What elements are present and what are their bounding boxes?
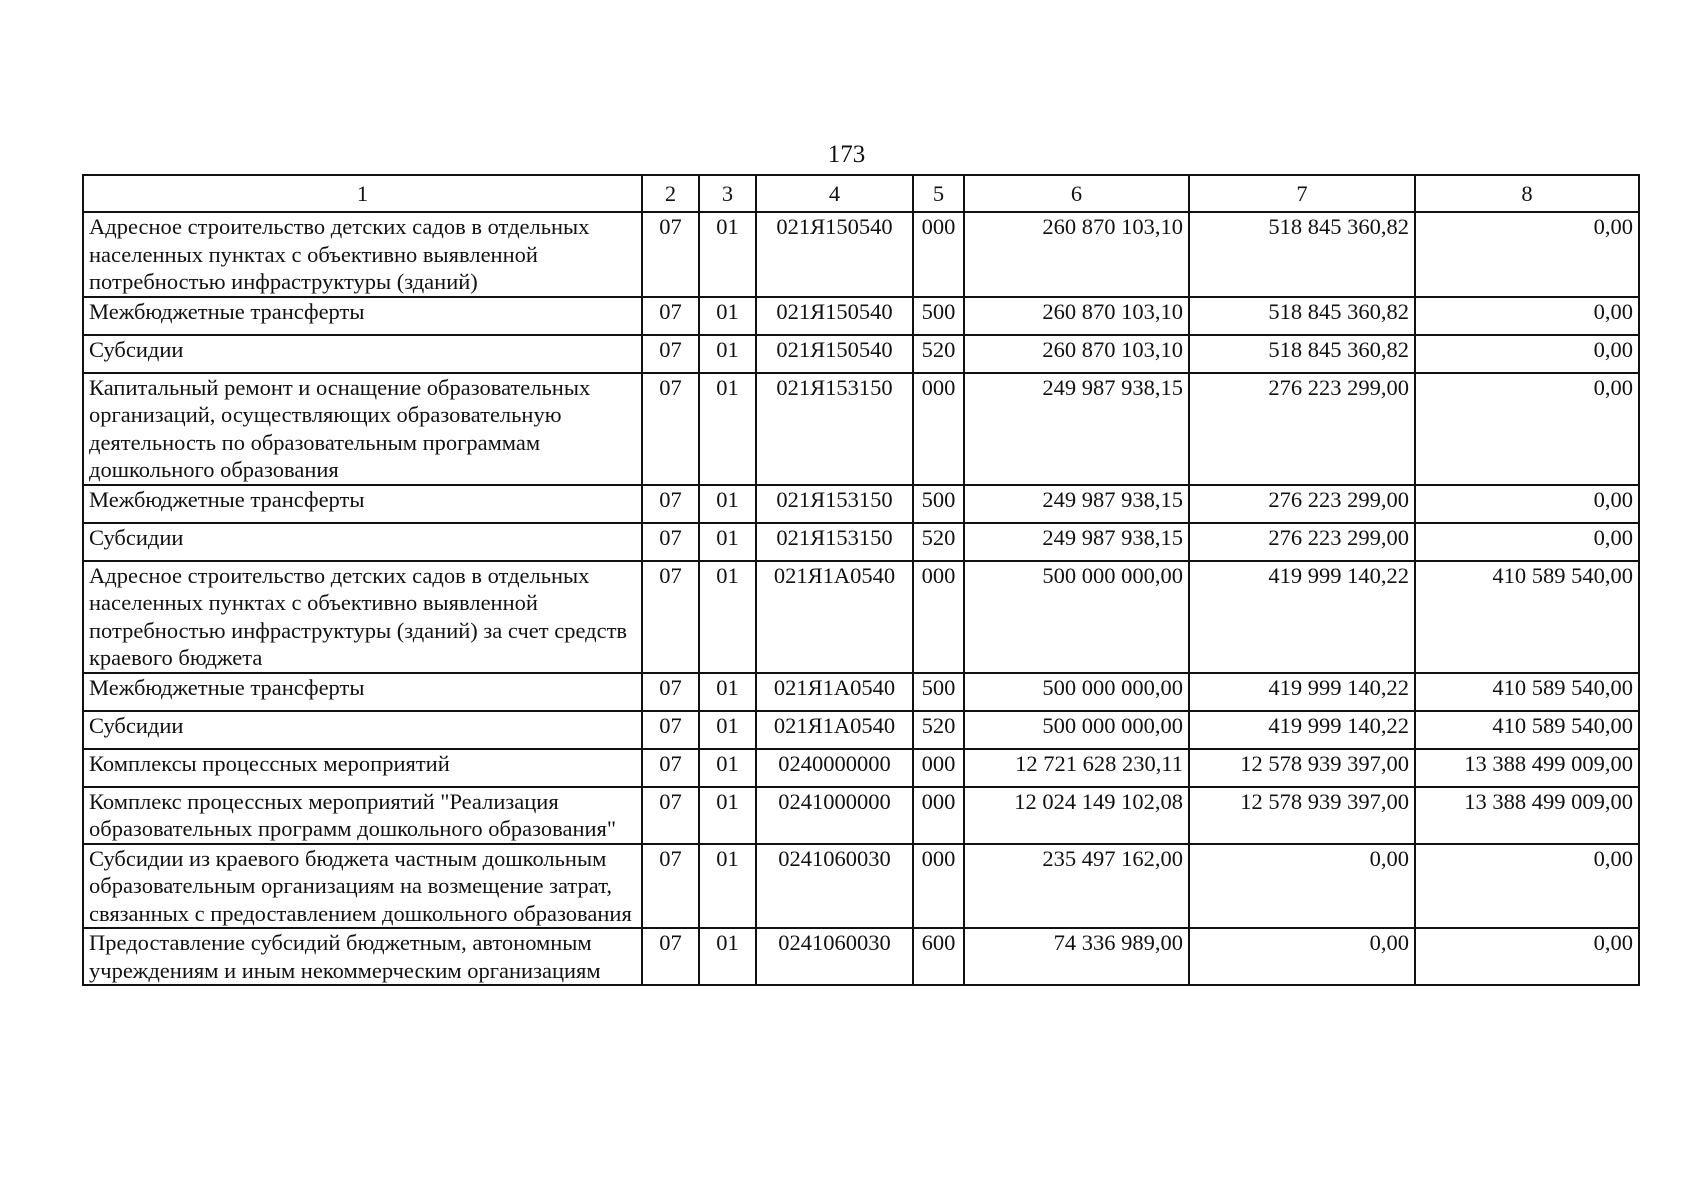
row-name: Межбюджетные трансферты: [83, 485, 642, 523]
section-code: 07: [642, 297, 699, 335]
expense-type-code: 000: [913, 212, 964, 297]
row-name: Межбюджетные трансферты: [83, 297, 642, 335]
amount-col8: 0,00: [1415, 373, 1639, 485]
table-row: [83, 928, 1639, 985]
target-article-code: 0241060030: [756, 928, 913, 985]
column-header: 1: [83, 175, 642, 212]
amount-col6: 500 000 000,00: [964, 711, 1189, 749]
subsection-code: 01: [699, 844, 756, 929]
column-header: 8: [1415, 175, 1639, 212]
target-article-code: 021Я1А0540: [756, 711, 913, 749]
table-row: [83, 212, 1639, 297]
amount-col8: 410 589 540,00: [1415, 711, 1639, 749]
amount-col6: 12 024 149 102,08: [964, 787, 1189, 844]
amount-col7: 0,00: [1189, 844, 1415, 929]
expense-type-code: 600: [913, 928, 964, 985]
expense-type-code: 000: [913, 844, 964, 929]
amount-col6: 260 870 103,10: [964, 335, 1189, 373]
subsection-code: 01: [699, 749, 756, 787]
section-code: 07: [642, 335, 699, 373]
table-row: [83, 373, 1639, 485]
amount-col7: 518 845 360,82: [1189, 212, 1415, 297]
column-header: 5: [913, 175, 964, 212]
amount-col8: 0,00: [1415, 297, 1639, 335]
amount-col6: 74 336 989,00: [964, 928, 1189, 985]
amount-col8: 0,00: [1415, 485, 1639, 523]
table-row: [83, 673, 1639, 711]
section-code: 07: [642, 787, 699, 844]
amount-col6: 235 497 162,00: [964, 844, 1189, 929]
column-header: 6: [964, 175, 1189, 212]
section-code: 07: [642, 485, 699, 523]
row-name: Адресное строительство детских садов в отдельных населенных пунктах с объективно выявленной потребностью инфраструктуры (зданий) за счет средств краевого бюджета: [83, 561, 642, 673]
target-article-code: 021Я153150: [756, 485, 913, 523]
amount-col8: 0,00: [1415, 212, 1639, 297]
amount-col7: 276 223 299,00: [1189, 373, 1415, 485]
amount-col8: 0,00: [1415, 335, 1639, 373]
section-code: 07: [642, 749, 699, 787]
target-article-code: 021Я153150: [756, 523, 913, 561]
amount-col7: 518 845 360,82: [1189, 335, 1415, 373]
section-code: 07: [642, 711, 699, 749]
subsection-code: 01: [699, 561, 756, 673]
target-article-code: 0240000000: [756, 749, 913, 787]
amount-col8: 410 589 540,00: [1415, 673, 1639, 711]
table-row: [83, 523, 1639, 561]
subsection-code: 01: [699, 523, 756, 561]
amount-col7: 419 999 140,22: [1189, 711, 1415, 749]
column-header: 7: [1189, 175, 1415, 212]
table-row: [83, 787, 1639, 844]
expense-type-code: 520: [913, 711, 964, 749]
expense-type-code: 500: [913, 673, 964, 711]
column-header: 2: [642, 175, 699, 212]
budget-table: [82, 174, 1640, 986]
section-code: 07: [642, 523, 699, 561]
section-code: 07: [642, 673, 699, 711]
expense-type-code: 000: [913, 749, 964, 787]
target-article-code: 0241000000: [756, 787, 913, 844]
table-row: [83, 749, 1639, 787]
amount-col7: 276 223 299,00: [1189, 523, 1415, 561]
table-row: [83, 485, 1639, 523]
row-name: Адресное строительство детских садов в отдельных населенных пунктах с объективно выявленной потребностью инфраструктуры (зданий): [83, 212, 642, 297]
table-row: [83, 844, 1639, 929]
expense-type-code: 520: [913, 523, 964, 561]
amount-col6: 260 870 103,10: [964, 212, 1189, 297]
amount-col6: 12 721 628 230,11: [964, 749, 1189, 787]
amount-col6: 500 000 000,00: [964, 673, 1189, 711]
table-row: [83, 711, 1639, 749]
row-name: Комплекс процессных мероприятий "Реализация образовательных программ дошкольного образования": [83, 787, 642, 844]
expense-type-code: 500: [913, 485, 964, 523]
target-article-code: 021Я153150: [756, 373, 913, 485]
subsection-code: 01: [699, 485, 756, 523]
subsection-code: 01: [699, 373, 756, 485]
amount-col7: 12 578 939 397,00: [1189, 787, 1415, 844]
section-code: 07: [642, 561, 699, 673]
amount-col7: 419 999 140,22: [1189, 561, 1415, 673]
amount-col8: 0,00: [1415, 928, 1639, 985]
target-article-code: 021Я1А0540: [756, 673, 913, 711]
expense-type-code: 000: [913, 561, 964, 673]
target-article-code: 021Я150540: [756, 335, 913, 373]
subsection-code: 01: [699, 335, 756, 373]
subsection-code: 01: [699, 711, 756, 749]
target-article-code: 0241060030: [756, 844, 913, 929]
expense-type-code: 000: [913, 787, 964, 844]
table-row: [83, 335, 1639, 373]
row-name: Субсидии: [83, 711, 642, 749]
row-name: Капитальный ремонт и оснащение образовательных организаций, осуществляющих образовательную деятельность по образовательным программам дошкольного образования: [83, 373, 642, 485]
subsection-code: 01: [699, 212, 756, 297]
amount-col7: 419 999 140,22: [1189, 673, 1415, 711]
section-code: 07: [642, 928, 699, 985]
row-name: Предоставление субсидий бюджетным, автономным учреждениям и иным некоммерческим организациям: [83, 928, 642, 985]
amount-col7: 0,00: [1189, 928, 1415, 985]
column-header: 3: [699, 175, 756, 212]
section-code: 07: [642, 373, 699, 485]
amount-col8: 13 388 499 009,00: [1415, 749, 1639, 787]
amount-col8: 0,00: [1415, 844, 1639, 929]
row-name: Комплексы процессных мероприятий: [83, 749, 642, 787]
table-header-row: [83, 175, 1639, 212]
table-row: [83, 561, 1639, 673]
expense-type-code: 000: [913, 373, 964, 485]
target-article-code: 021Я150540: [756, 297, 913, 335]
amount-col6: 260 870 103,10: [964, 297, 1189, 335]
amount-col8: 0,00: [1415, 523, 1639, 561]
section-code: 07: [642, 844, 699, 929]
subsection-code: 01: [699, 928, 756, 985]
amount-col6: 249 987 938,15: [964, 523, 1189, 561]
expense-type-code: 520: [913, 335, 964, 373]
amount-col7: 518 845 360,82: [1189, 297, 1415, 335]
amount-col7: 276 223 299,00: [1189, 485, 1415, 523]
amount-col8: 410 589 540,00: [1415, 561, 1639, 673]
amount-col7: 12 578 939 397,00: [1189, 749, 1415, 787]
page-number: 173: [827, 141, 866, 168]
subsection-code: 01: [699, 673, 756, 711]
amount-col6: 249 987 938,15: [964, 485, 1189, 523]
target-article-code: 021Я150540: [756, 212, 913, 297]
amount-col8: 13 388 499 009,00: [1415, 787, 1639, 844]
section-code: 07: [642, 212, 699, 297]
amount-col6: 249 987 938,15: [964, 373, 1189, 485]
expense-type-code: 500: [913, 297, 964, 335]
row-name: Субсидии: [83, 523, 642, 561]
subsection-code: 01: [699, 787, 756, 844]
table-row: [83, 297, 1639, 335]
target-article-code: 021Я1А0540: [756, 561, 913, 673]
column-header: 4: [756, 175, 913, 212]
subsection-code: 01: [699, 297, 756, 335]
amount-col6: 500 000 000,00: [964, 561, 1189, 673]
row-name: Субсидии из краевого бюджета частным дошкольным образовательным организациям на возмещение затрат, связанных с предоставлением дошкольного образования: [83, 844, 642, 929]
row-name: Субсидии: [83, 335, 642, 373]
row-name: Межбюджетные трансферты: [83, 673, 642, 711]
